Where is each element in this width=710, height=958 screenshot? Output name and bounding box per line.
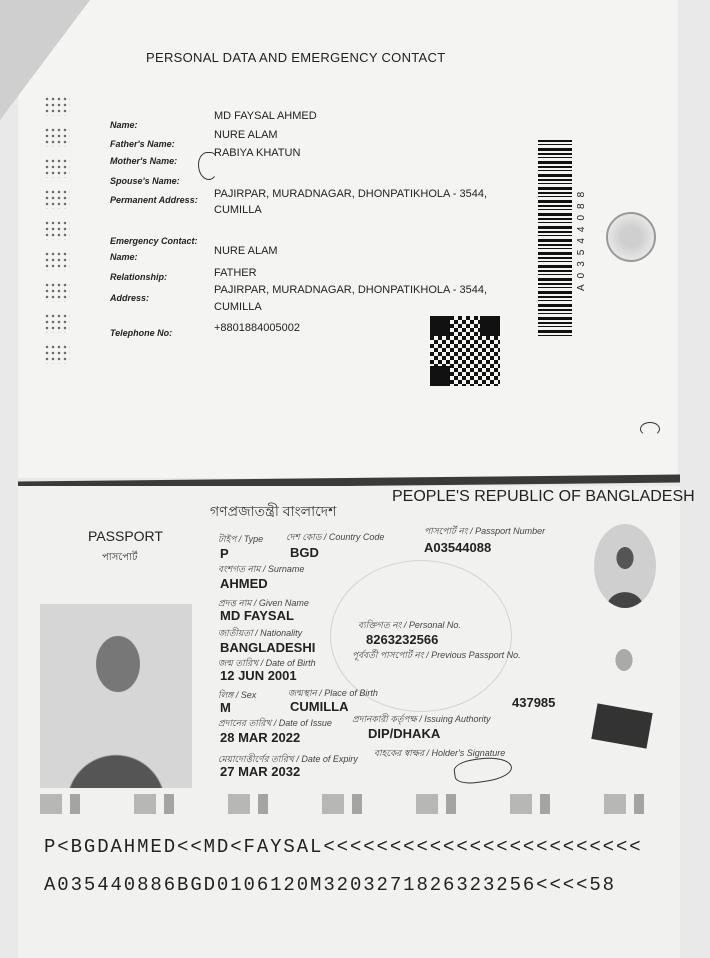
security-strip (40, 794, 672, 814)
place-of-birth-label: জন্মস্থান / Place of Birth (288, 688, 378, 698)
emergency-name-value: NURE ALAM (214, 245, 278, 257)
holder-photo-secondary (594, 524, 656, 608)
country-code-label: দেশ কোড / Country Code (286, 532, 385, 542)
holder-photo (40, 604, 192, 788)
address-line2: CUMILLA (214, 301, 262, 313)
given-name-label: প্রদত্ত নাম / Given Name (218, 598, 309, 608)
place-of-birth-value: CUMILLA (290, 699, 349, 714)
handwritten-mark-icon (198, 152, 218, 180)
passport-title-bn: পাসপোর্ট (102, 552, 138, 563)
spouse-label: Spouse's Name: (110, 176, 180, 186)
mother-value: RABIYA KHATUN (214, 147, 301, 159)
country-name-bn: গণপ্রজাতন্ত্রী বাংলাদেশ (210, 503, 337, 519)
name-label: Name: (110, 120, 138, 130)
perforation-marks (44, 96, 78, 375)
surname-value: AHMED (220, 576, 268, 591)
given-name-value: MD FAYSAL (220, 608, 294, 623)
address-label: Address: (110, 293, 150, 303)
section-title: PERSONAL DATA AND EMERGENCY CONTACT (146, 50, 446, 65)
barcode-number: A03544088 (576, 185, 587, 291)
relationship-value: FATHER (214, 267, 257, 279)
issuing-authority-label: প্রদানকারী কর্তৃপক্ষ / Issuing Authority (352, 714, 491, 724)
issue-date-value: 28 MAR 2022 (220, 730, 301, 745)
nationality-label: জাতীয়তা / Nationality (218, 628, 303, 638)
type-value: P (220, 546, 229, 561)
type-label: টাইপ / Type (218, 534, 264, 544)
expiry-date-value: 27 MAR 2032 (220, 764, 301, 779)
telephone-value: +8801884005002 (214, 322, 300, 334)
qr-code-icon (430, 316, 500, 386)
permanent-address-line2: CUMILLA (214, 204, 262, 216)
expiry-date-label: মেয়াদোত্তীর্ণের তারিখ / Date of Expiry (218, 754, 358, 764)
mother-label: Mother's Name: (110, 156, 178, 166)
government-seal-icon (606, 212, 656, 262)
country-name-en: PEOPLE'S REPUBLIC OF BANGLADESH (392, 488, 695, 505)
nationality-value: BANGLADESHI (220, 640, 316, 655)
dob-value: 12 JUN 2001 (220, 668, 297, 683)
name-value: MD FAYSAL AHMED (214, 110, 317, 122)
barcode-icon (538, 140, 572, 336)
emergency-name-label: Name: (110, 252, 138, 262)
issue-date-label: প্রদানের তারিখ / Date of Issue (218, 718, 332, 728)
father-label: Father's Name: (110, 139, 175, 149)
mrz-line-1: P<BGDAHMED<<MD<FAYSAL<<<<<<<<<<<<<<<<<<<<<<<< (44, 836, 643, 858)
relationship-label: Relationship: (110, 272, 168, 282)
emergency-contact-label: Emergency Contact: (110, 236, 198, 246)
dob-label: জন্ম তারিখ / Date of Birth (218, 658, 316, 668)
country-code-value: BGD (290, 545, 319, 560)
telephone-label: Telephone No: (110, 328, 173, 338)
extra-number: 437985 (512, 695, 556, 710)
permanent-address-line1: PAJIRPAR, MURADNAGAR, DHONPATIKHOLA - 3544, (214, 188, 488, 200)
pen-mark-icon (640, 422, 660, 436)
passport-number-label: পাসপোর্ট নং / Passport Number (424, 526, 546, 536)
father-value: NURE ALAM (214, 129, 278, 141)
issuing-authority-value: DIP/DHAKA (368, 726, 441, 741)
personal-number-value: 8263232566 (366, 632, 439, 647)
sex-value: M (220, 700, 231, 715)
previous-passport-label: পূর্ববর্তী পাসপোর্ট নং / Previous Passport No. (352, 650, 521, 660)
sex-label: লিঙ্গ / Sex (218, 690, 257, 700)
mrz-line-2: A035440886BGD0106120M3203271826323256<<<<58 (44, 874, 616, 896)
surname-label: বংশগত নাম / Surname (218, 564, 305, 574)
personal-number-label: ব্যক্তিগত নং / Personal No. (358, 620, 461, 630)
passport-title: PASSPORT (88, 528, 163, 544)
permanent-address-label: Permanent Address: (110, 195, 198, 205)
passport-number-value: A03544088 (424, 540, 492, 555)
holder-signature-label: বাহকের স্বাক্ষর / Holder's Signature (374, 748, 506, 758)
address-line1: PAJIRPAR, MURADNAGAR, DHONPATIKHOLA - 3544, (214, 284, 488, 296)
ghost-image (604, 636, 644, 696)
